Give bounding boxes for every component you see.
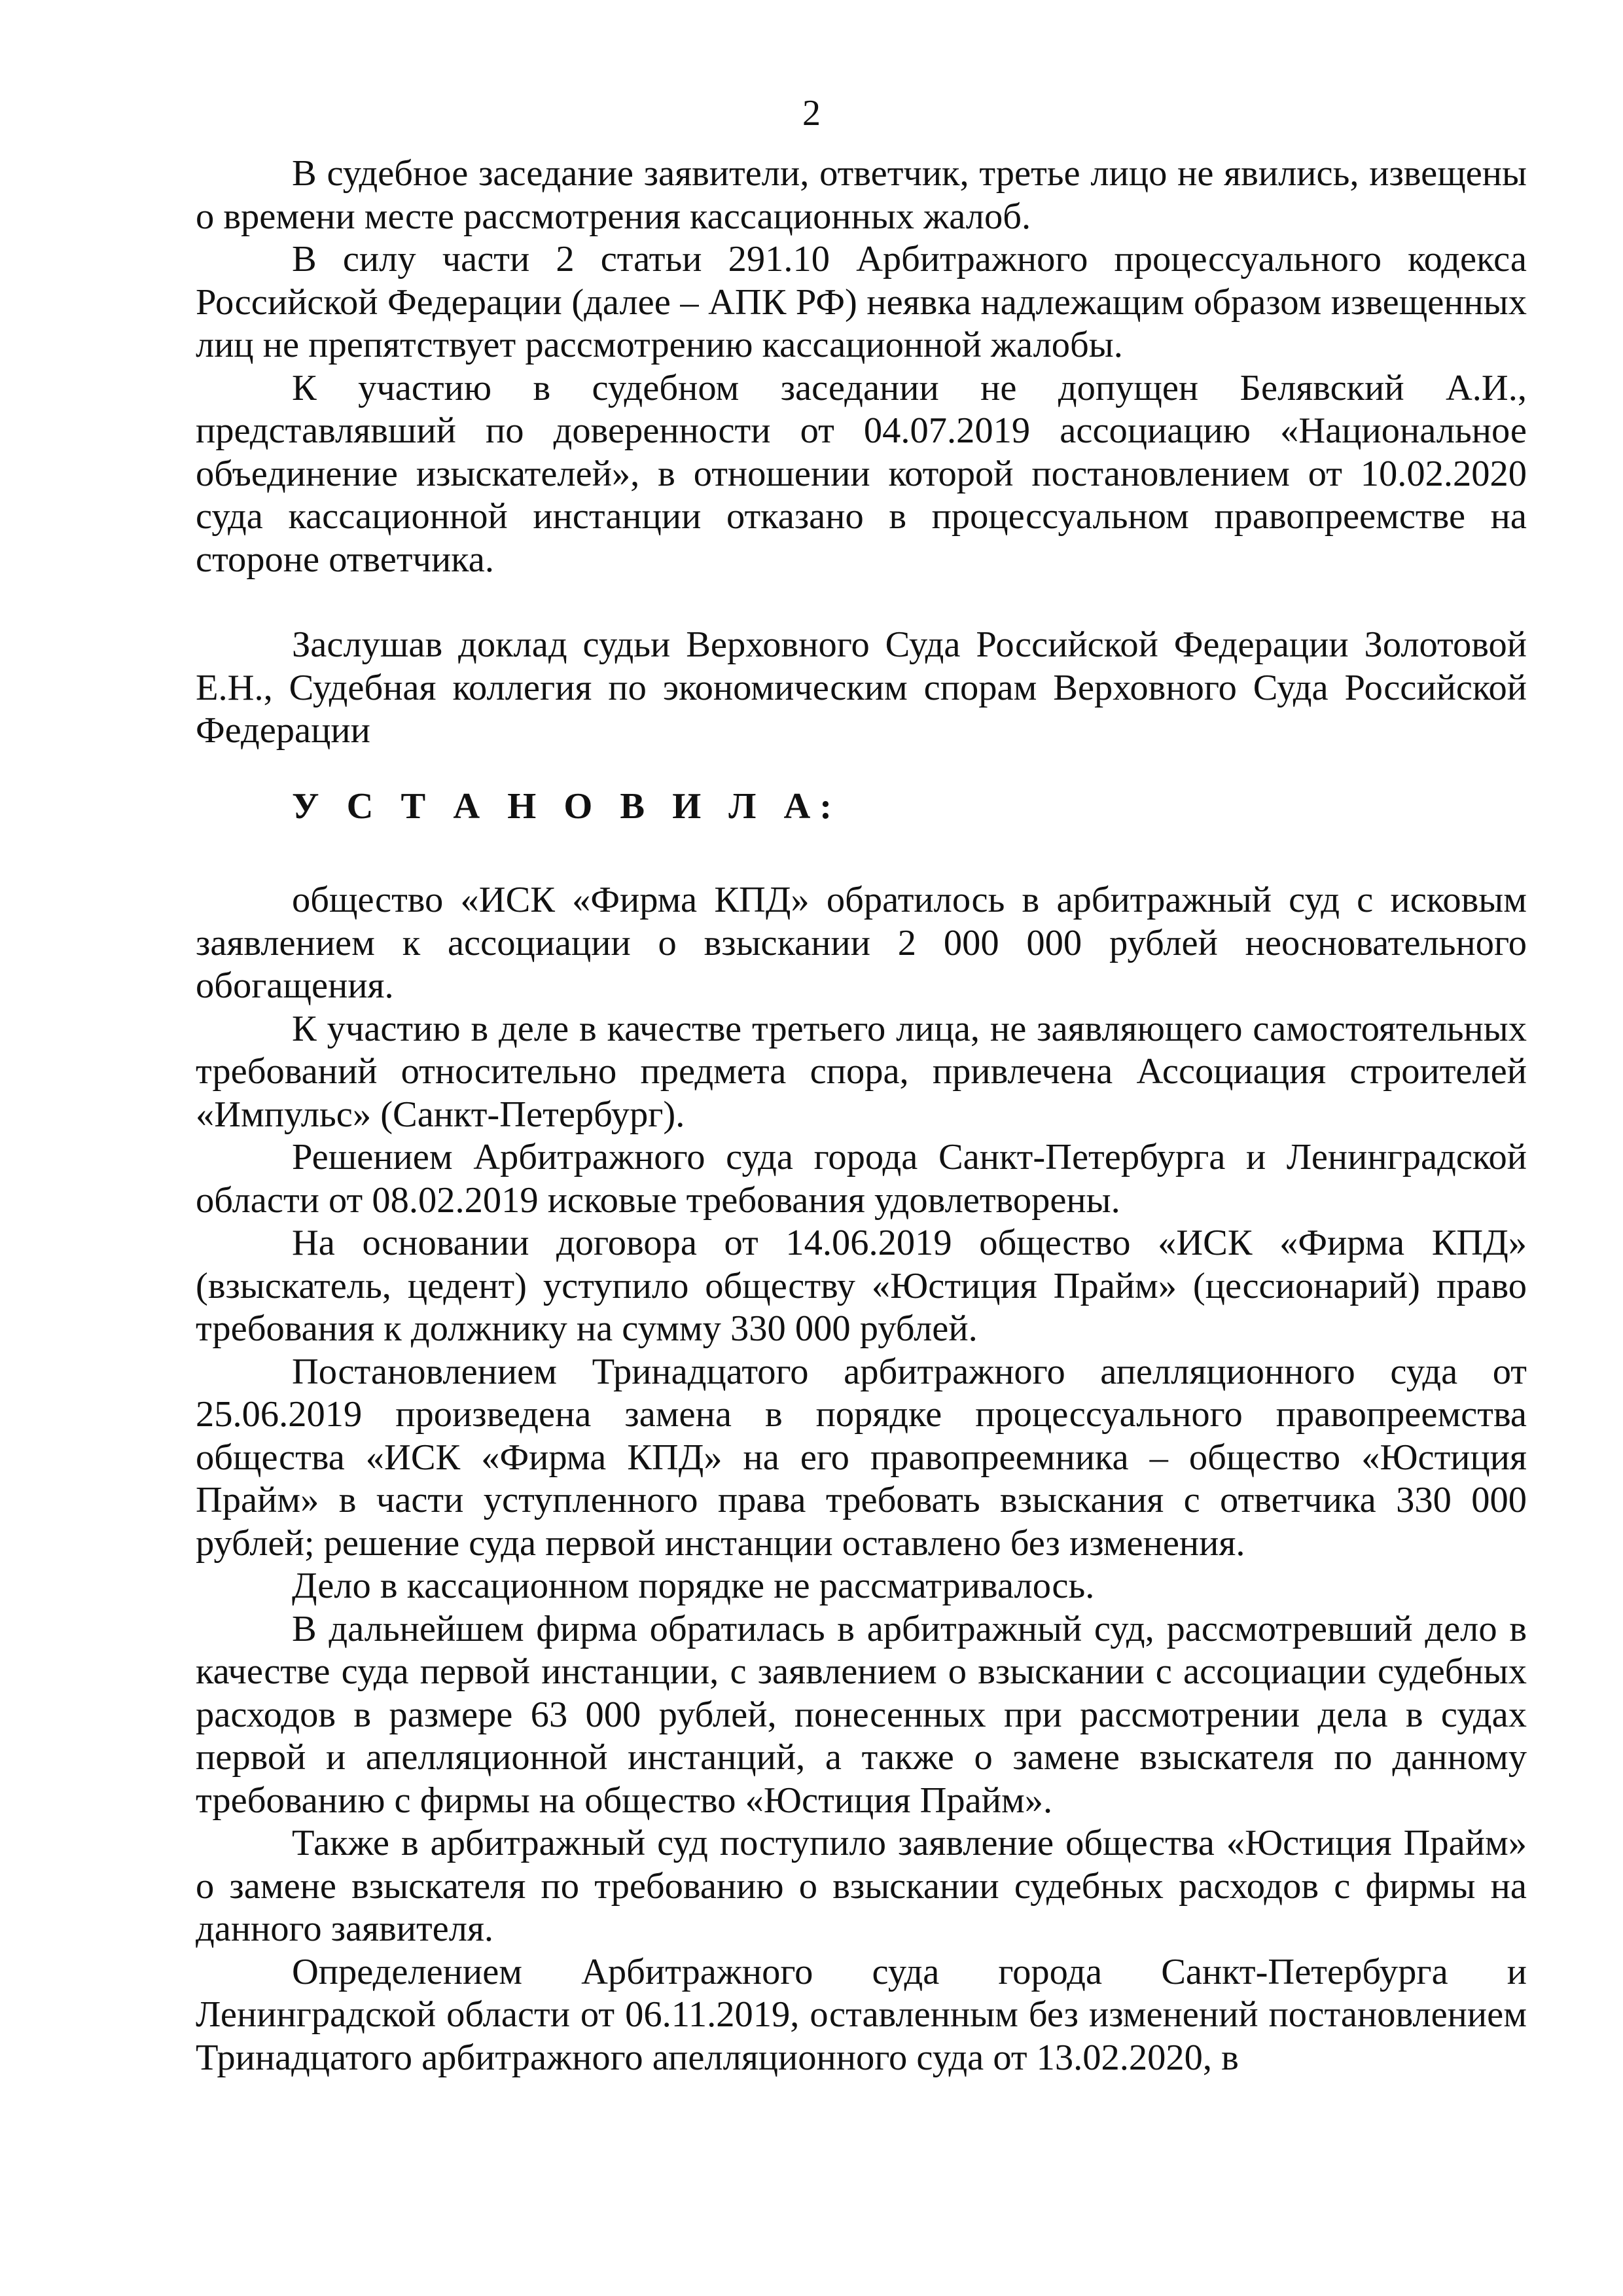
paragraph: В дальнейшем фирма обратилась в арбитражный суд, рассмотревший дело в качестве суда первой инстанции, с заявлением о взыскании с ассоциации судебных расходов в размере 63 000 рублей, понесенных при рассмотрении дела в судах первой и апелляционной инстанций, а также о замене взыскателя по данному требованию с фирмы на общество «Юстиция Прайм». [196, 1608, 1527, 1821]
paragraph: Решением Арбитражного суда города Санкт-Петербурга и Ленинградской области от 08.02.2019 исковые требования удовлетворены. [196, 1137, 1527, 1221]
document-body [196, 152, 1527, 2079]
paragraph: Определением Арбитражного суда города Санкт-Петербурга и Ленинградской области от 06.11.2019, оставленным без изменений постановлением Тринадцатого арбитражного апелляционного суда от 13.02.2020, в [196, 1951, 1527, 2078]
paragraph: общество «ИСК «Фирма КПД» обратилось в арбитражный суд с исковым заявлением к ассоциации о взыскании 2 000 000 рублей неосновательного обогащения. [196, 880, 1527, 1006]
paragraph: Дело в кассационном порядке не рассматривалось. [292, 1566, 1095, 1606]
paragraph: Также в арбитражный суд поступило заявление общества «Юстиция Прайм» о замене взыскателя по требованию о взыскании судебных расходов с фирмы на данного заявителя. [196, 1823, 1527, 1949]
paragraph: К участию в деле в качестве третьего лица, не заявляющего самостоятельных требований относительно предмета спора, привлечена Ассоциация строителей «Импульс» (Санкт-Петербург). [196, 1008, 1527, 1135]
page-number: 2 [802, 93, 821, 134]
paragraph: К участию в судебном заседании не допущен Белявский А.И., представлявший по доверенности от 04.07.2019 ассоциацию «Национальное объединение изыскателей», в отношении которой постановлением от 10.02.2020 суда кассационной инстанции отказано в процессуальном правопреемстве на стороне ответчика. [196, 367, 1527, 580]
paragraph: В силу части 2 статьи 291.10 Арбитражного процессуального кодекса Российской Федерации (далее – АПК РФ) неявка надлежащим образом извещенных лиц не препятствует рассмотрению кассационной жалобы. [196, 239, 1527, 365]
section-heading: У С Т А Н О В И Л А: [292, 785, 842, 827]
paragraph: Постановлением Тринадцатого арбитражного апелляционного суда от 25.06.2019 произведена замена в порядке процессуального правопреемства общества «ИСК «Фирма КПД» на его правопреемника – общество «Юстиция Прайм» в части уступленного права требовать взыскания с ответчика 330 000 рублей; решение суда первой инстанции оставлено без изменения. [196, 1351, 1527, 1564]
paragraph: В судебное заседание заявители, ответчик, третье лицо не явились, извещены о времени месте рассмотрения кассационных жалоб. [196, 153, 1527, 237]
paragraph: На основании договора от 14.06.2019 общество «ИСК «Фирма КПД» (взыскатель, цедент) уступило обществу «Юстиция Прайм» (цессионарий) право требования к должнику на сумму 330 000 рублей. [196, 1223, 1527, 1349]
paragraph: Заслушав доклад судьи Верховного Суда Российской Федерации Золотовой Е.Н., Судебная коллегия по экономическим спорам Верховного Суда Российской Федерации [196, 624, 1527, 751]
